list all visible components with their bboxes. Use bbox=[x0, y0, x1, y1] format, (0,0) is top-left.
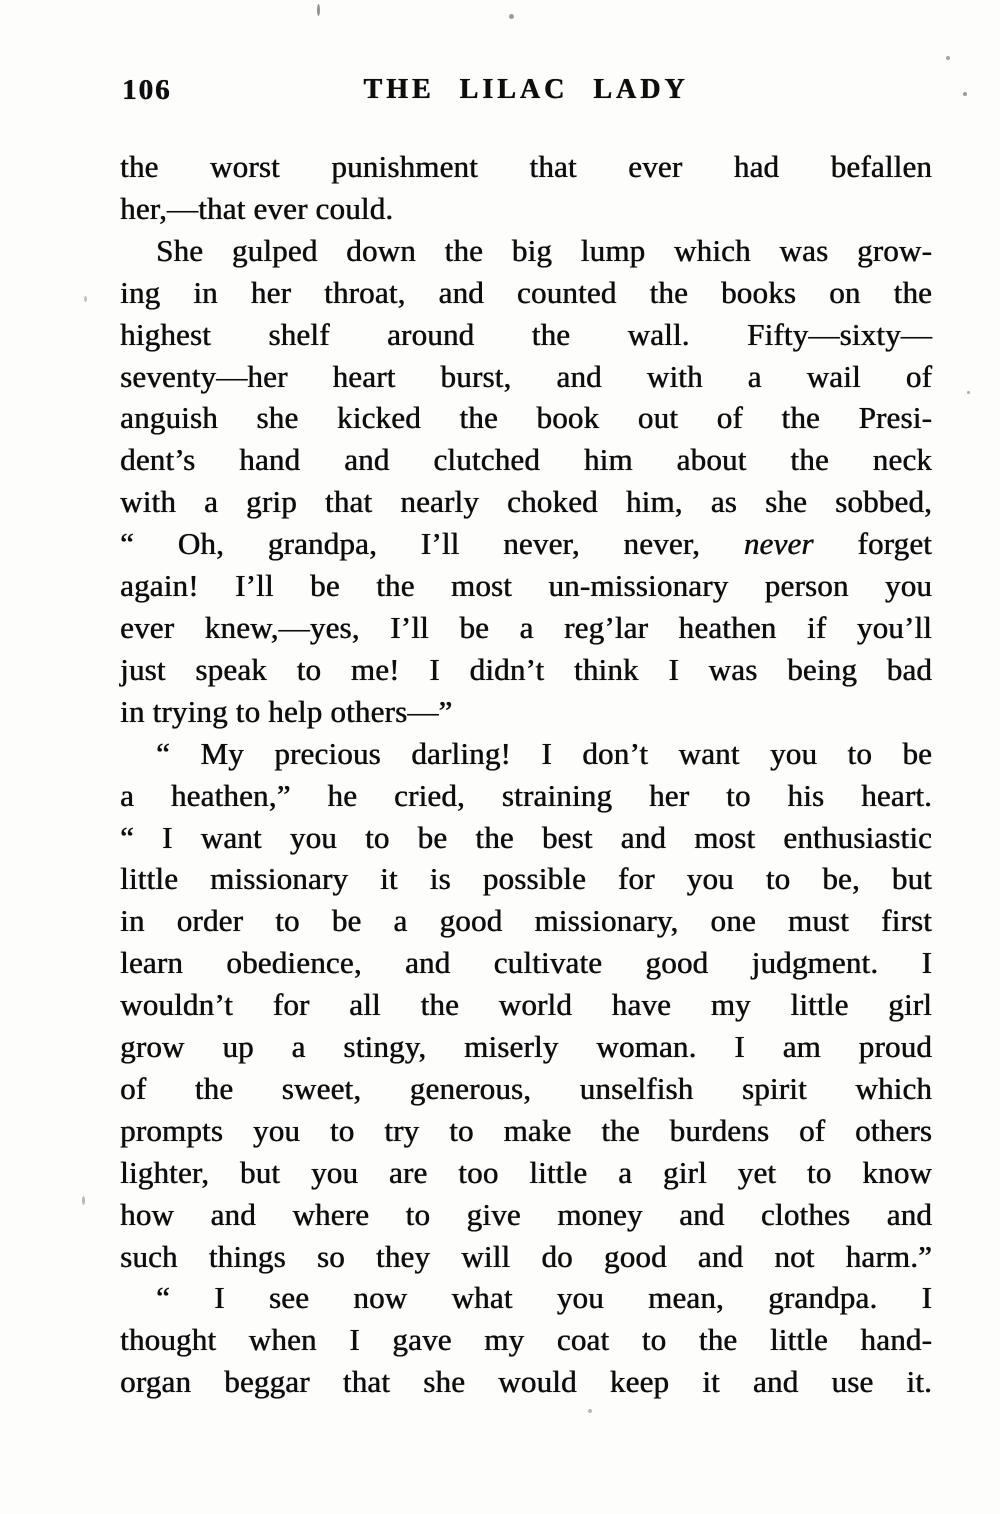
text-segment: wouldn’t for all the world have my little girl bbox=[120, 987, 932, 1023]
text-segment: a heathen,” he cried, straining her to his heart. bbox=[120, 777, 932, 813]
text-line bbox=[120, 733, 932, 775]
text-line bbox=[120, 188, 932, 230]
text-segment: prompts you to try to make the burdens of others bbox=[120, 1112, 932, 1148]
text-line bbox=[120, 1068, 932, 1110]
text-segment: with a grip that nearly choked him, as she sobbed, bbox=[120, 484, 932, 520]
scan-speck bbox=[84, 296, 87, 302]
text-line bbox=[120, 1361, 932, 1403]
text-line bbox=[120, 900, 932, 942]
text-segment: of the sweet, generous, unselfish spirit which bbox=[120, 1070, 932, 1106]
scan-speck bbox=[509, 14, 514, 19]
text-line bbox=[120, 565, 932, 607]
running-title: THE LILAC LADY bbox=[363, 74, 689, 105]
text-segment: “ I want you to be the best and most enthusiastic bbox=[120, 819, 932, 855]
text-segment: dent’s hand and clutched him about the neck bbox=[120, 442, 932, 478]
text-line bbox=[120, 691, 932, 733]
text-segment: the worst punishment that ever had befallen bbox=[120, 149, 932, 184]
page-number: 106 bbox=[122, 74, 172, 106]
text-segment-italic: never bbox=[743, 526, 814, 562]
body-text bbox=[120, 146, 932, 1403]
text-line bbox=[120, 1110, 932, 1152]
text-segment: “ I see now what you mean, grandpa. I bbox=[156, 1280, 932, 1316]
text-line bbox=[120, 523, 932, 565]
text-segment: lighter, but you are too little a girl yet to know bbox=[120, 1154, 932, 1190]
scan-speck bbox=[317, 4, 320, 16]
scan-speck bbox=[82, 1196, 85, 1205]
text-line bbox=[120, 314, 932, 356]
text-line bbox=[120, 146, 932, 188]
text-segment: thought when I gave my coat to the little hand- bbox=[120, 1322, 932, 1358]
text-line bbox=[120, 775, 932, 817]
text-line bbox=[120, 397, 932, 439]
text-segment: such things so they will do good and not harm.” bbox=[120, 1238, 932, 1274]
text-line bbox=[120, 607, 932, 649]
text-segment: in order to be a good missionary, one must first bbox=[120, 903, 932, 939]
text-line bbox=[120, 984, 932, 1026]
text-line bbox=[120, 649, 932, 691]
text-segment: again! I’ll be the most un-missionary person you bbox=[120, 568, 932, 604]
text-segment: little missionary it is possible for you to be, but bbox=[120, 861, 932, 897]
text-segment: learn obedience, and cultivate good judgment. I bbox=[120, 945, 932, 981]
text-segment: grow up a stingy, miserly woman. I am proud bbox=[120, 1029, 932, 1065]
scan-speck bbox=[946, 56, 950, 60]
text-line bbox=[120, 1152, 932, 1194]
text-segment: her,—that ever could. bbox=[120, 190, 394, 226]
text-segment: organ beggar that she would keep it and use it. bbox=[120, 1364, 932, 1400]
text-line bbox=[120, 1194, 932, 1236]
text-segment: She gulped down the big lump which was grow- bbox=[156, 232, 932, 268]
text-line bbox=[120, 1026, 932, 1068]
text-line bbox=[120, 356, 932, 398]
text-segment: just speak to me! I didn’t think I was being bad bbox=[120, 651, 932, 687]
text-segment: in trying to help others—” bbox=[120, 693, 453, 729]
text-segment: anguish she kicked the book out of the Presi- bbox=[120, 400, 932, 436]
scan-speck bbox=[963, 92, 967, 96]
text-line bbox=[120, 439, 932, 481]
text-line bbox=[120, 272, 932, 314]
scan-speck bbox=[967, 391, 970, 394]
text-line bbox=[120, 481, 932, 523]
text-line bbox=[120, 230, 932, 272]
text-line bbox=[120, 1236, 932, 1278]
text-segment: highest shelf around the wall. Fifty—sixty— bbox=[120, 316, 932, 352]
text-line bbox=[120, 942, 932, 984]
text-line bbox=[120, 1319, 932, 1361]
text-line bbox=[120, 858, 932, 900]
text-segment: ever knew,—yes, I’ll be a reg’lar heathen if you’ll bbox=[120, 609, 932, 645]
text-segment: forget bbox=[813, 526, 932, 562]
text-segment: how and where to give money and clothes and bbox=[120, 1196, 932, 1232]
text-segment: “ My precious darling! I don’t want you to be bbox=[156, 735, 932, 771]
scan-speck bbox=[588, 1409, 592, 1413]
text-segment: ing in her throat, and counted the books on the bbox=[120, 274, 932, 310]
text-line bbox=[120, 817, 932, 859]
text-segment: seventy—her heart burst, and with a wail of bbox=[120, 358, 932, 394]
text-segment: “ Oh, grandpa, I’ll never, never, bbox=[120, 526, 744, 562]
text-line bbox=[120, 1277, 932, 1319]
